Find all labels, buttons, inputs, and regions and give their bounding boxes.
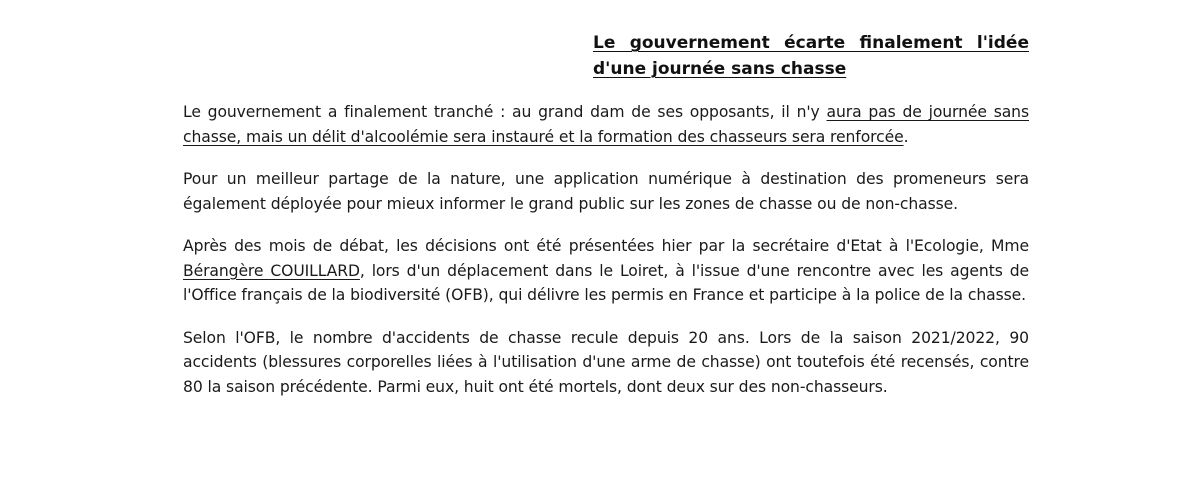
paragraph-3-text-end: , lors d'un déplacement dans le Loiret, à l'issue d'une rencontre avec les agents de l'Office français de la biodiversité (OFB), qui délivre les permis en France et participe à la police de la chasse. bbox=[183, 261, 1029, 304]
article-headline-text: Le gouvernement écarte finalement l'idée d'une journée sans chasse bbox=[593, 33, 1029, 79]
paragraph-1 bbox=[183, 100, 1029, 149]
no-hunting-day-link[interactable]: aura pas de journée sans chasse, mais un délit d'alcoolémie sera instauré et la formation des chasseurs sera renforcée bbox=[183, 103, 1029, 146]
paragraph-3-text-start: Après des mois de débat, les décisions ont été présentées hier par la secrétaire d'Etat à l'Ecologie, Mme bbox=[183, 237, 1029, 255]
paragraph-1-text-start: Le gouvernement a finalement tranché : au grand dam de ses opposants, il n'y bbox=[183, 103, 827, 121]
article-headline bbox=[593, 30, 1029, 82]
paragraph-2: Pour un meilleur partage de la nature, une application numérique à destination des promeneurs sera également déployée pour mieux informer le grand public sur les zones de chasse ou de non-chasse. bbox=[183, 170, 1029, 213]
paragraph-4: Selon l'OFB, le nombre d'accidents de chasse recule depuis 20 ans. Lors de la saison 2021/2022, 90 accidents (blessures corporelles liées à l'utilisation d'une arme de chasse) ont toutefois été recensés, contre 80 la saison précédente. Parmi eux, huit ont été mortels, dont deux sur des non-chasseurs. bbox=[183, 328, 1029, 396]
paragraph-3 bbox=[183, 234, 1029, 308]
couillard-link[interactable]: Bérangère COUILLARD bbox=[183, 261, 360, 280]
paragraph-1-text-end: . bbox=[903, 127, 909, 146]
article bbox=[183, 30, 1029, 399]
